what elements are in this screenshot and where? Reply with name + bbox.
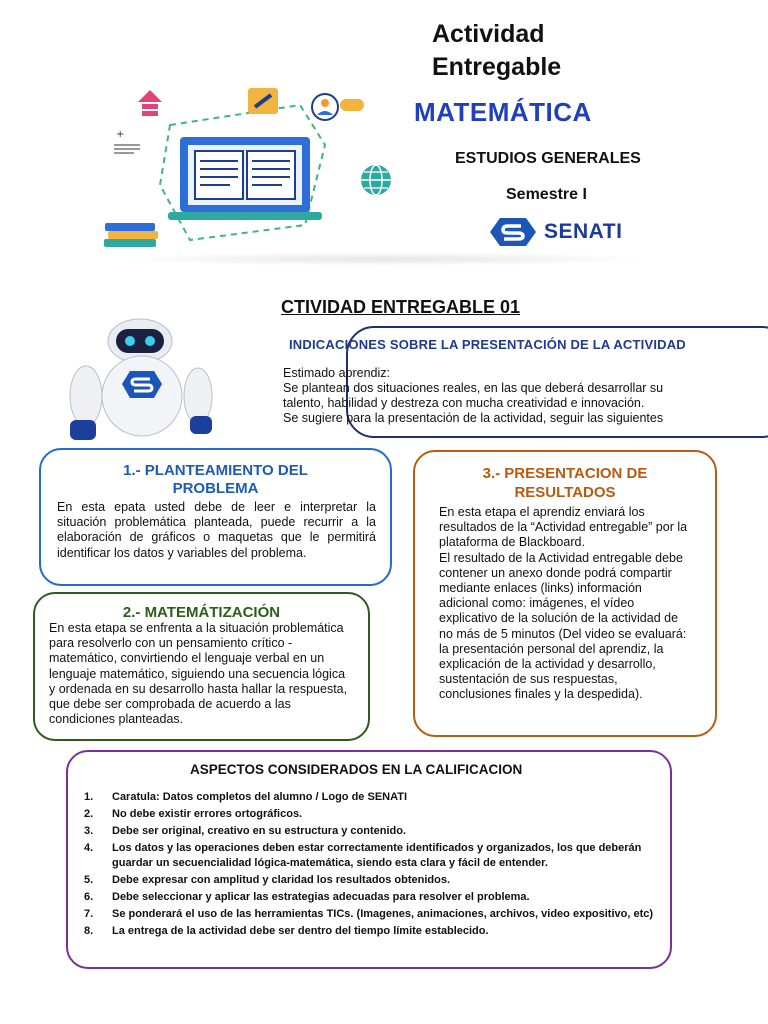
section-title: 2.- MATEMÁTIZACIÓN <box>122 604 281 621</box>
senati-logo-icon <box>490 218 536 246</box>
list-item: 8. La entrega de la actividad debe ser dentro del tiempo límite establecido. <box>84 925 489 937</box>
section-planteamiento <box>39 448 392 586</box>
section-body: En esta etapa el aprendiz enviará los resultados de la “Actividad entregable” por la plataforma de Blackboard. <box>439 505 688 550</box>
indications-body <box>283 366 753 426</box>
indications-line: Se plantean dos situaciones reales, en las que deberá desarrollar su <box>283 381 664 395</box>
indications-line: Se sugiere para la presentación de la actividad, seguir las siguientes <box>283 411 664 425</box>
list-item: 1. Caratula: Datos completos del alumno / Logo de SENATI <box>84 791 407 803</box>
section-body: En esta epata usted debe de leer e interpretar la situación problemática planteada, puede recurrir a la elaboración de gráficos o maquetas que le permitirá identificar los datos y variables del problema. <box>57 500 376 560</box>
header-shadow <box>110 252 660 266</box>
section-body: El resultado de la Actividad entregable debe contener un anexo donde podrá compartir mediante enlaces (links) información adicional como: imágenes, el vídeo explicativo de la solución de la actividad de no más de 5 minutos (Del video se evaluará: la presentación personal del aprendiz, la explicación de la actividad y desarrollo, sustentación de sus respuestas, conclusiones finales y la despedida). <box>439 550 687 702</box>
calificacion-list <box>84 790 654 941</box>
list-item: 6. Debe seleccionar y aplicar las estrategias adecuadas para resolver el problema. <box>84 891 530 903</box>
section-body: En esta etapa se enfrenta a la situación problemática para resolverlo con un pensamiento crítico - matemático, convirtiendo el lenguaje verbal en un lenguaje matemático, siguiendo una secuencia lógica y ordenada en su desarrollo hasta hallar la respuesta, que debe ser comprobada de acuerdo a las condiciones planteadas. <box>49 621 348 727</box>
list-item: 7. Se ponderará el uso de las herramientas TICs. (Imagenes, animaciones, archivos, video expositivo, etc) <box>84 908 654 920</box>
indications-line: talento, habilidad y destreza con mucha creatividad e innovación. <box>283 396 645 410</box>
section-title: 1.- PLANTEAMIENTO DEL PROBLEMA <box>123 462 308 497</box>
section-matematizacion <box>33 592 370 741</box>
pencil-icon <box>248 88 278 114</box>
doc-lines-decoration <box>114 129 140 153</box>
section-presentacion <box>413 450 717 737</box>
globe-icon <box>361 165 391 195</box>
user-icon <box>312 94 364 120</box>
svg-text:+: + <box>116 129 125 140</box>
list-item: 2. No debe existir errores ortográficos. <box>84 808 303 820</box>
elearning-illustration <box>100 85 400 255</box>
document-title <box>432 18 561 84</box>
laptop-book-icon <box>168 137 322 220</box>
section-title: 3.- PRESENTACION DE RESULTADOS <box>482 465 648 501</box>
title-line-2: Entregable <box>432 53 562 81</box>
indications-line: Estimado aprendiz: <box>283 366 391 380</box>
subject-title: MATEMÁTICA <box>414 97 592 127</box>
arrow-up-icon <box>138 90 162 116</box>
calificacion-title: ASPECTOS CONSIDERADOS EN LA CALIFICACION <box>190 762 523 777</box>
semester-label: Semestre I <box>506 186 587 203</box>
activity-title: CTIVIDAD ENTREGABLE 01 <box>281 297 521 317</box>
list-item: 4. Los datos y las operaciones deben estar correctamente identificados y organizados, los que deberán guardar un secuencialidad lógica-matemática, siendo esta clara y fácil de entender. <box>84 842 642 869</box>
title-line-1: Actividad <box>432 20 545 48</box>
logo-text: SENATI <box>544 220 623 243</box>
senati-logo <box>490 218 622 246</box>
list-item: 5. Debe expresar con amplitud y claridad los resultados obtenidos. <box>84 874 451 886</box>
list-item: 3. Debe ser original, creativo en su estructura y contenido. <box>84 825 407 837</box>
books-icon <box>104 223 158 247</box>
studies-label: ESTUDIOS GENERALES <box>455 150 641 167</box>
robot-icon <box>50 316 220 446</box>
indications-title: INDICACIONES SOBRE LA PRESENTACIÓN DE LA ACTIVIDAD <box>289 337 686 352</box>
